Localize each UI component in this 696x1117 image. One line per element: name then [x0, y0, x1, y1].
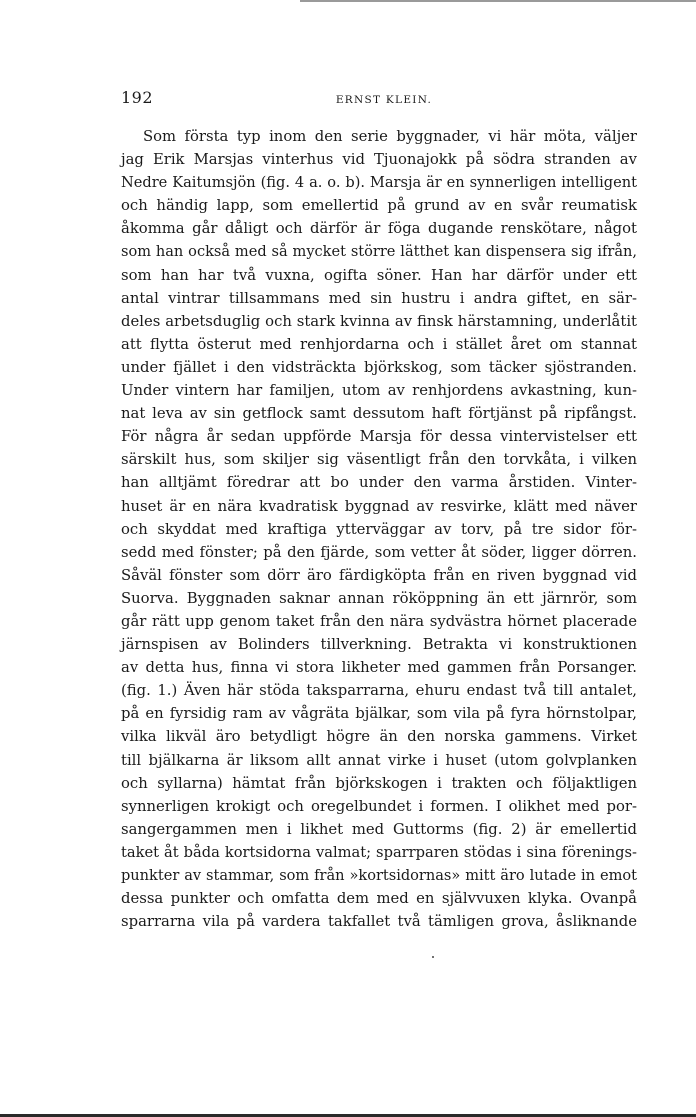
text-line: taket åt båda kortsidorna valmat; sparrparen stödas i sina förenings- [121, 843, 637, 861]
text-line: Nedre Kaitumsjön (fig. 4 a. o. b). Marsja är en synnerligen intelligent [121, 174, 637, 192]
text-line: Såväl fönster som dörr äro färdigköpta från en riven byggnad vid [121, 566, 637, 584]
ink-speck [432, 956, 434, 958]
page-header [121, 88, 637, 112]
text-line: särskilt hus, som skiljer sig väsentligt från den torvkåta, i vilken [121, 451, 637, 469]
text-line: och händig lapp, som emellertid på grund av en svår reumatisk [121, 197, 637, 215]
text-line: järnspisen av Bolinders tillverkning. Betrakta vi konstruktionen [121, 636, 637, 654]
text-line: punkter av stammar, som från »kortsidornas» mitt äro lutade in emot [121, 867, 637, 884]
text-line: Som första typ inom den serie byggnader, vi här möta, väljer [143, 128, 637, 145]
text-line: som han har två vuxna, ogifta söner. Han har därför under ett [121, 266, 637, 284]
text-line: till bjälkarna är liksom allt annat virke i huset (utom golvplanken [121, 751, 637, 769]
text-line: på en fyrsidig ram av vågräta bjälkar, som vila på fyra hörnstolpar, [121, 705, 637, 723]
text-line: För några år sedan uppförde Marsja för dessa vintervistelser ett [121, 428, 637, 446]
text-line: att flytta österut med renhjordarna och i stället året om stannat [121, 335, 637, 353]
text-line: under fjället i den vidsträckta björkskog, som täcker sjöstranden. [121, 358, 637, 376]
text-line: deles arbetsduglig och stark kvinna av finsk härstamning, underlåtit [121, 312, 637, 330]
text-line: åkomma går dåligt och därför är föga dugande renskötare, något [121, 220, 637, 238]
text-line: nat leva av sin getflock samt dessutom haft förtjänst på ripfångst. [121, 405, 637, 423]
text-line: han alltjämt föredrar att bo under den varma årstiden. Vinter- [121, 474, 637, 492]
text-line: (fig. 1.) Även här stöda taksparrarna, ehuru endast två till antalet, [121, 682, 637, 700]
text-line: sangergammen men i likhet med Guttorms (fig. 2) är emellertid [121, 820, 637, 838]
text-line: sedd med fönster; på den fjärde, som vetter åt söder, ligger dörren. [121, 543, 637, 561]
scan-top-edge [300, 0, 696, 2]
text-line: Under vintern har familjen, utom av renhjordens avkastning, kun- [121, 382, 637, 400]
text-line: Suorva. Byggnaden saknar annan rököppning än ett järnrör, som [121, 589, 637, 607]
text-line: går rätt upp genom taket från den nära sydvästra hörnet placerade [121, 612, 637, 630]
text-line: synnerligen krokigt och oregelbundet i formen. I olikhet med por- [121, 797, 637, 815]
text-line: och skyddat med kraftiga ytterväggar av torv, på tre sidor för- [121, 520, 637, 538]
text-line: vilka likväl äro betydligt högre än den norska gammens. Virket [121, 728, 637, 746]
text-line: huset är en nära kvadratisk byggnad av resvirke, klätt med näver [121, 497, 637, 515]
page-number: 192 [121, 88, 154, 107]
text-line: som han också med så mycket större lätthet kan dispensera sig ifrån, [121, 243, 637, 261]
text-line: av detta hus, finna vi stora likheter med gammen från Porsanger. [121, 659, 637, 677]
text-line: antal vintrar tillsammans med sin hustru i andra giftet, en sär- [121, 289, 637, 307]
text-line: jag Erik Marsjas vinterhus vid Tjuonajokk på södra stranden av [121, 151, 637, 169]
text-line: dessa punkter och omfatta dem med en självvuxen klyka. Ovanpå [121, 890, 637, 908]
running-head: ERNST KLEIN. [335, 94, 433, 106]
body-text [121, 125, 637, 933]
text-line: sparrarna vila på vardera takfallet två tämligen grova, åsliknande [121, 913, 637, 931]
text-line: och syllarna) hämtat från björkskogen i trakten och följaktligen [121, 774, 637, 792]
